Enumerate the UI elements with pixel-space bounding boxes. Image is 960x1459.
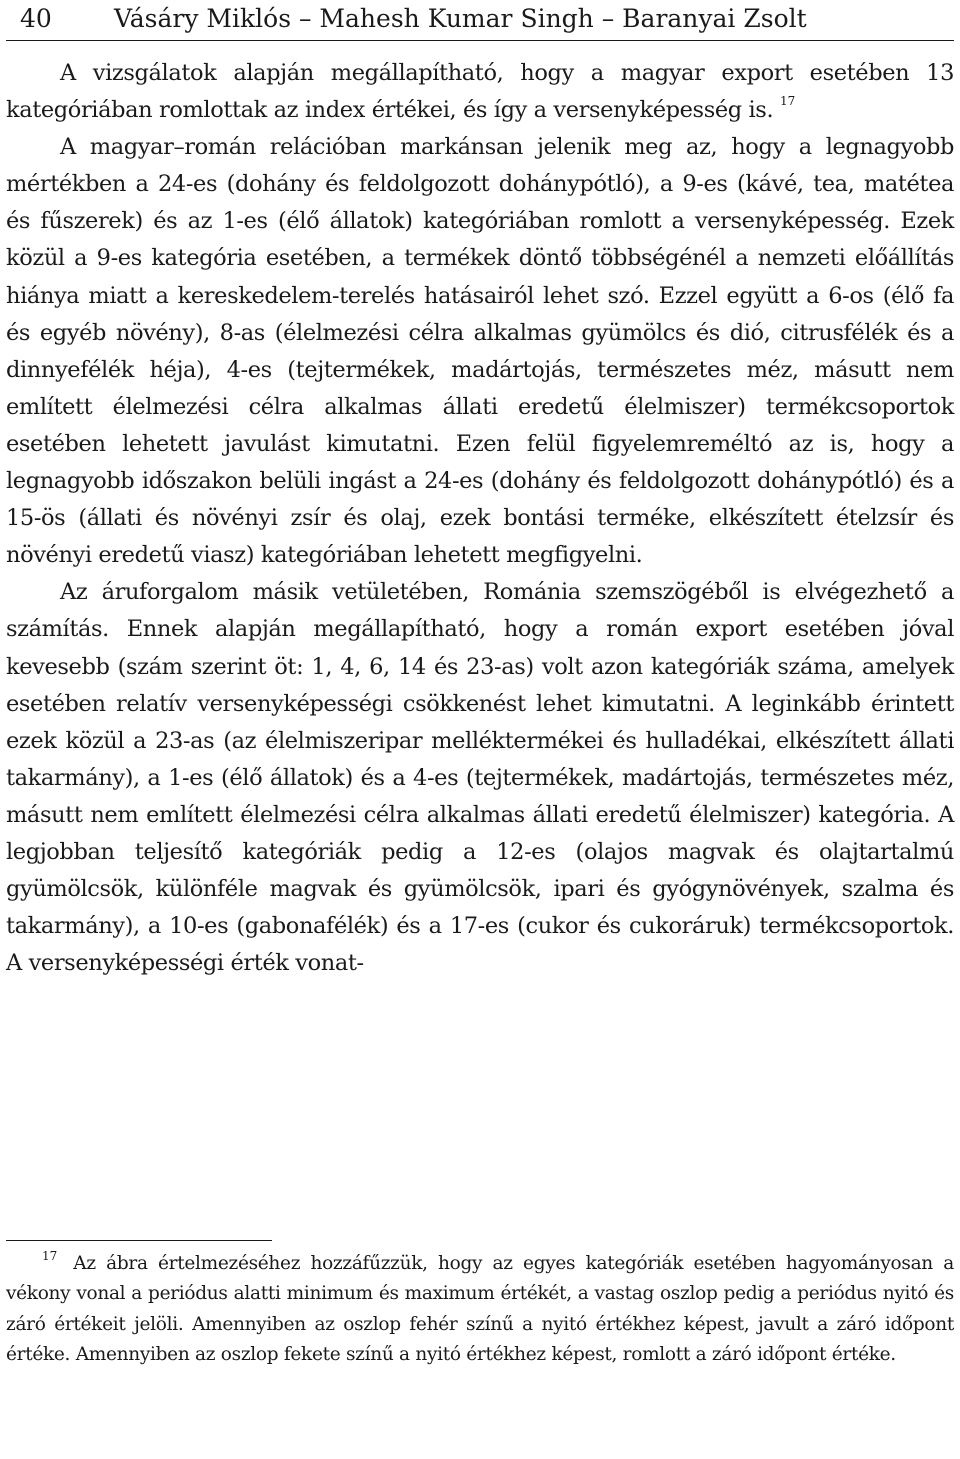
running-head-authors: Vásáry Miklós – Mahesh Kumar Singh – Baranyai Zsolt [114,4,807,33]
footnote-separator [6,1240,272,1241]
page-number: 40 [20,4,52,33]
footnote-text: Az ábra értelmezéséhez hozzáfűzzük, hogy az egyes kategóriák esetében hagyományosan a vékony vonal a periódus alatti minimum és maximum értékét, a vastag oszlop pedig a periódus nyitó és záró értékeit jelöli. Amennyiben az oszlop fehér színű a nyitó értékhez képest, javult a záró időpont értéke. Amennyiben az oszlop fekete színű a nyitó értékhez képest, romlott a záró időpont értéke. [6,1253,954,1365]
main-text [6,55,954,982]
paragraph-1-text: A vizsgálatok alapján megállapítható, hogy a magyar export esetében 13 kategóriában romlottak az index értékei, és így a versenyképesség is. [6,60,954,124]
paragraph-1 [6,55,954,129]
paragraph-2: A magyar–román relációban markánsan jelenik meg az, hogy a legnagyobb mértékben a 24-es (dohány és feldolgozott dohánypótló), a 9-es (kávé, tea, matétea és fűszerek) és az 1-es (élő állatok) kategóriában romlott a versenyképesség. Ezek közül a 9-es kategória esetében, a termékek döntő többségénél a nemzeti előállítás hiánya miatt a kereskedelem-terelés hatásairól lehet szó. Ezzel együtt a 6-os (élő fa és egyéb növény), 8-as (élelmezési célra alkalmas gyümölcs és dió, citrusfélék és a dinnyefélék héja), 4-es (tejtermékek, madártojás, természetes méz, másutt nem említett élelmezési célra alkalmas állati eredetű élelmiszer) termékcsoportok esetében lehetett javulást kimutatni. Ezen felül figyelemreméltó az is, hogy a legnagyobb időszakon belüli ingást a 24-es (dohány és feldolgozott dohánypótló) és a 15-ös (állati és növényi zsír és olaj, ezek bontási terméke, elkészített ételzsír és növényi eredetű viasz) kategóriában lehetett megfigyelni. [6,134,954,569]
footnote-reference: 17 [779,94,796,109]
running-header [6,0,954,41]
paragraph-3: Az áruforgalom másik vetületében, Románia szemszögéből is elvégezhető a számítás. Ennek alapján megállapítható, hogy a román export esetében jóval kevesebb (szám szerint öt: 1, 4, 6, 14 és 23-as) volt azon kategóriák száma, amelyek esetében relatív versenyképességi csökkenést lehet kimutatni. A leginkább érintett ezek közül a 23-as (az élelmiszeripar melléktermékei és hulladékai, elkészített állati takarmány), a 1-es (élő állatok) és a 4-es (tejtermékek, madártojás, természetes méz, másutt nem említett élelmezési célra alkalmas állati eredetű élelmiszer) kategória. A legjobban teljesítő kategóriák pedig a 12-es (olajos magvak és olajtartalmú gyümölcsök, különféle magvak és gyümölcsök, ipari és gyógynövények, szalma és takarmány), a 10-es (gabonafélék) és a 17-es (cukor és cukoráruk) termékcsoportok. A versenyképességi érték vonat- [6,579,954,977]
footnote-number: 17 [42,1249,58,1263]
footnote [6,1249,954,1370]
